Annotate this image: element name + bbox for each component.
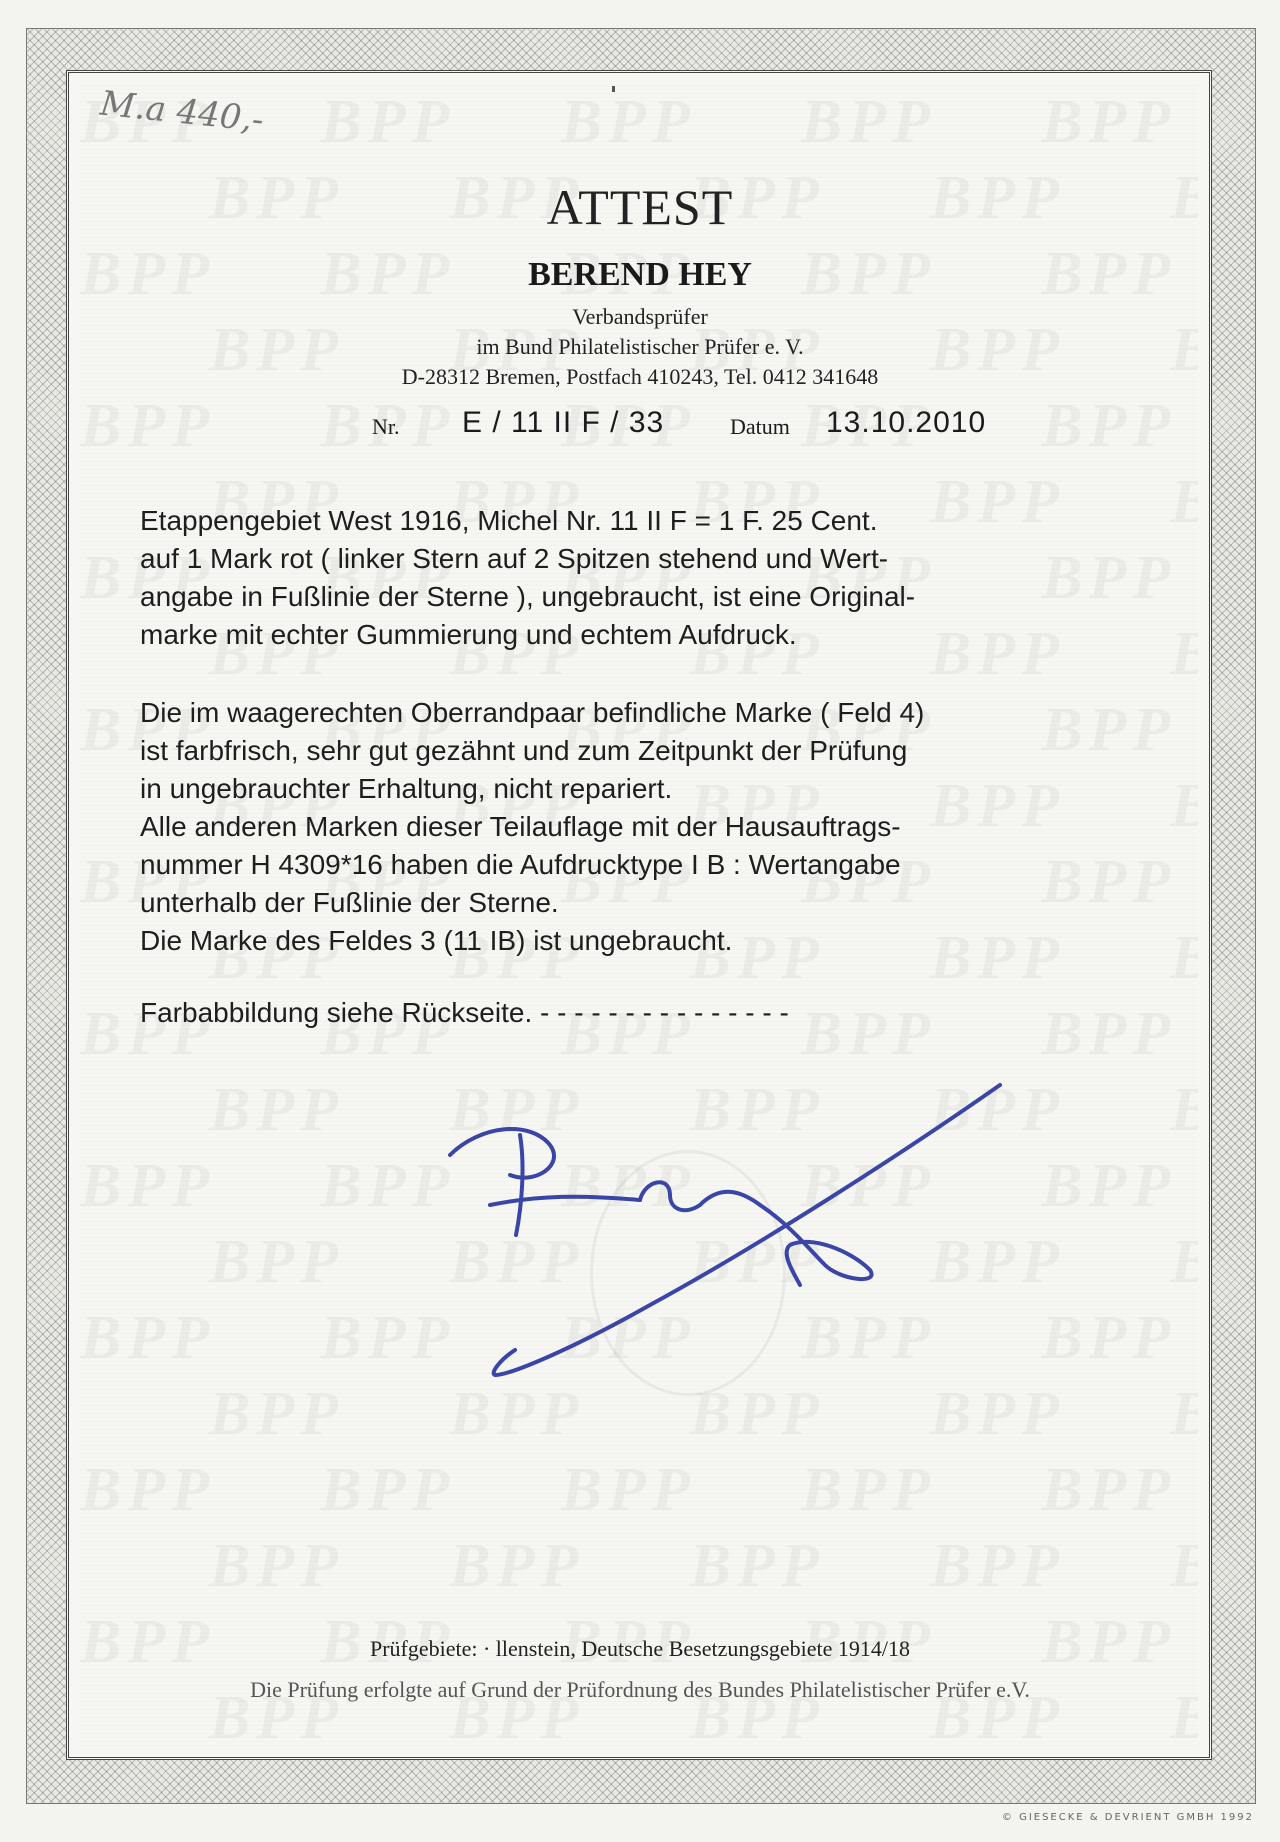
farbabbildung-note: Farbabbildung siehe Rückseite. - - - - - - - - - - - - - - - [140, 997, 789, 1028]
text-line: auf 1 Mark rot ( linker Stern auf 2 Spitzen stehend und Wert- [140, 543, 889, 574]
footer-pruefordnung: Die Prüfung erfolgte auf Grund der Prüfordnung des Bundes Philatelistischer Prüfer e.V. [250, 1677, 1030, 1702]
text-line: in ungebrauchter Erhaltung, nicht repariert. [140, 773, 673, 804]
top-tick-mark [612, 86, 615, 92]
examiner-name: BEREND HEY [528, 256, 752, 293]
text-line: angabe in Fußlinie der Sterne ), ungebraucht, ist eine Original- [140, 581, 916, 612]
text-line: unterhalb der Fußlinie der Sterne. [140, 887, 559, 918]
footer-pruefgebiete: Prüfgebiete: · llenstein, Deutsche Besetzungsgebiete 1914/18 [369, 1636, 911, 1661]
certificate-title: ATTEST [546, 179, 734, 235]
examiner-signature [340, 1075, 1020, 1385]
certificate-number-row [0, 404, 1280, 444]
printer-imprint: © GIESECKE & DEVRIENT GMBH 1992 [1001, 1812, 1254, 1823]
nr-label: Nr. [372, 414, 400, 439]
paragraph-condition [140, 694, 1160, 960]
paragraph-description [140, 502, 1160, 654]
text-line: Die im waagerechten Oberrandpaar befindliche Marke ( Feld 4) [140, 697, 925, 728]
text-line: Etappengebiet West 1916, Michel Nr. 11 II F = 1 F. 25 Cent. [140, 505, 878, 536]
text-line: Die Marke des Feldes 3 (11 IB) ist ungebraucht. [140, 925, 733, 956]
pencil-note: M.a 440,- [98, 83, 266, 141]
examiner-association: im Bund Philatelistischer Prüfer e. V. [476, 334, 804, 359]
text-line: nummer H 4309*16 haben die Aufdrucktype I B : Wertangabe [140, 849, 901, 880]
examiner-address: D-28312 Bremen, Postfach 410243, Tel. 0412 341648 [401, 364, 879, 389]
examiner-role: Verbandsprüfer [572, 304, 708, 329]
text-line: ist farbfrisch, sehr gut gezähnt und zum Zeitpunkt der Prüfung [140, 735, 908, 766]
text-line: Alle anderen Marken dieser Teilauflage mit der Hausauftrags- [140, 811, 901, 842]
text-line: marke mit echter Gummierung und echtem Aufdruck. [140, 619, 797, 650]
nr-value: E / 11 II F / 33 [462, 406, 665, 439]
datum-label: Datum [730, 414, 790, 439]
datum-value: 13.10.2010 [826, 406, 987, 439]
